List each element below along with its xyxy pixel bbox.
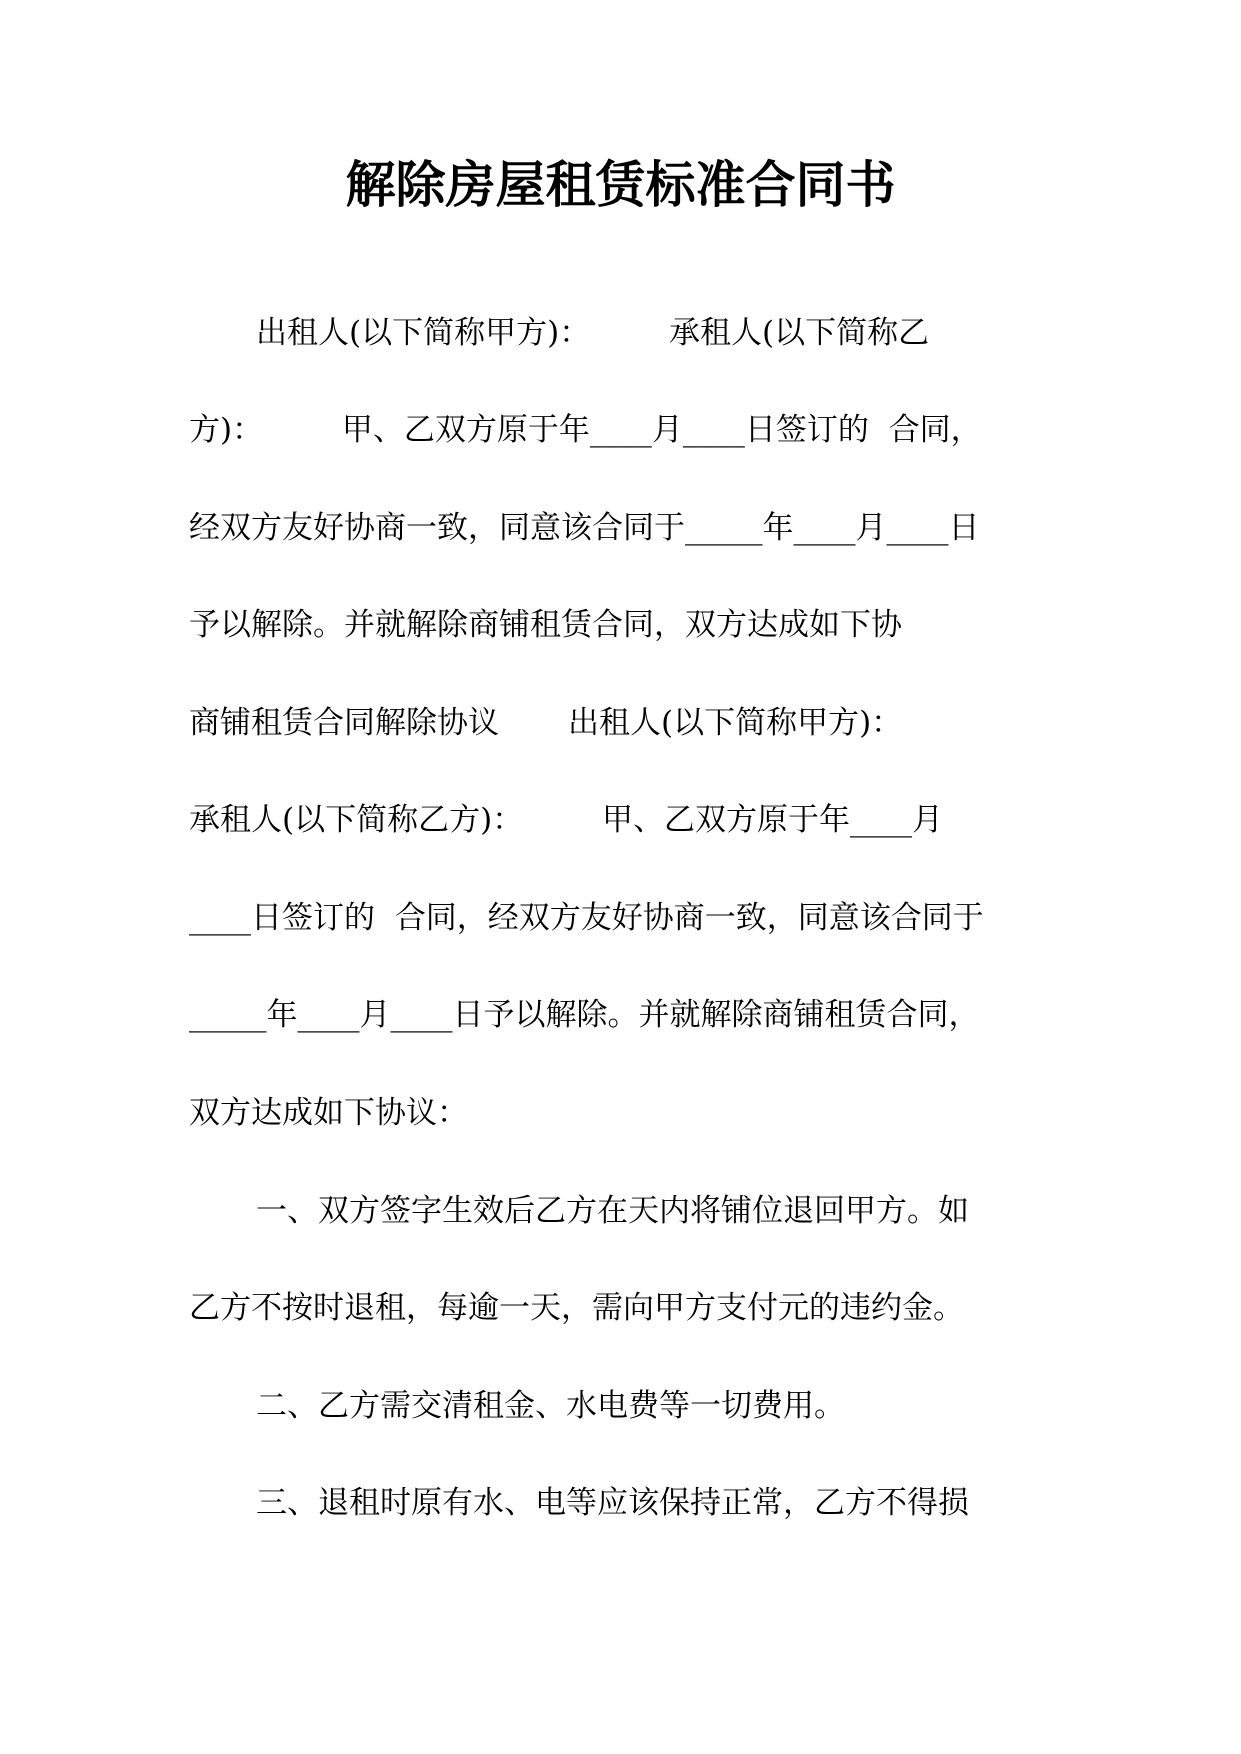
text-line: 予以解除。并就解除商铺租赁合同，双方达成如下协 [189,607,902,643]
text-line: 出租人(以下简称甲方)： 承租人(以下简称乙 [256,315,930,351]
clause-3-line: 三、退租时原有水、电等应该保持正常，乙方不得损 [256,1485,969,1521]
text-line: _____年____月____日予以解除。并就解除商铺租赁合同， [189,997,980,1033]
text-line: 双方达成如下协议： [189,1095,468,1131]
text-line: 方)： 甲、乙双方原于年____月____日签订的 合同， [189,412,982,448]
text-line: 承租人(以下简称乙方)： 甲、乙双方原于年____月 [189,802,944,838]
text-line: ____日签订的 合同，经双方友好协商一致，同意该合同于 [189,900,984,936]
text-line: 商铺租赁合同解除协议 出租人(以下简称甲方)： [189,705,903,741]
clause-2-line: 二、乙方需交清租金、水电费等一切费用。 [256,1388,845,1424]
clause-1-line: 一、双方签字生效后乙方在天内将铺位退回甲方。如 [256,1193,969,1229]
clause-1-line: 乙方不按时退租，每逾一天，需向甲方支付元的违约金。 [189,1290,964,1326]
text-line: 经双方友好协商一致，同意该合同于_____年____月____日 [189,510,980,546]
document-title: 解除房屋租赁标准合同书 [345,155,896,214]
